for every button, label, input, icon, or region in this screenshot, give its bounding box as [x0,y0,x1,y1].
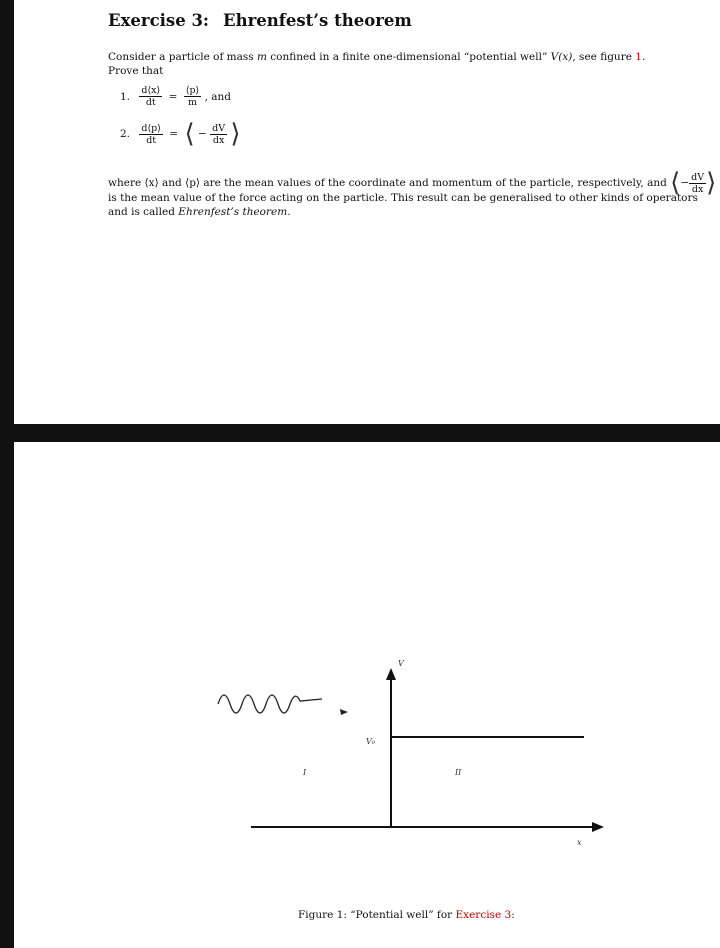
v-axis-label: V [398,659,404,668]
intro-period: . [641,51,646,63]
minus-sign: − [680,177,690,189]
caption-exercise-link[interactable]: Exercise 3 [455,909,512,921]
intro-paragraph [108,50,645,64]
explanation-line-2: is the mean value of the force acting on the particle. This result can be generalised to other kinds of operators [108,192,698,204]
equals-sign: = [168,90,178,103]
expl-text-3: are the mean values of the coordinate and momentum of the particle, respectively, and [200,177,671,189]
equation-2 [120,121,241,147]
expl-period: . [287,206,291,218]
equation-1-lhs [139,85,162,108]
equation-1 [120,85,231,108]
force-den: dx [691,183,704,195]
equation-2-rhs [210,123,227,146]
force-num: dV [691,171,705,183]
eq1-lhs-num: d⟨x⟩ [141,85,161,96]
eq1-rhs-num: ⟨p⟩ [185,85,200,96]
potential-symbol: V(x) [550,51,573,63]
p-mean: ⟨p⟩ [185,177,201,189]
eq2-lhs-den: dt [146,134,157,146]
equation-1-rhs [184,85,202,108]
expl-text-4: and is called [108,206,179,218]
eq2-rhs-num: dV [212,122,226,134]
theorem-name: Ehrenfest’s theorem [178,206,288,218]
region-2-label: II [455,768,462,777]
intro-text-1: Consider a particle of mass [108,51,257,63]
page-2 [14,442,720,948]
x-mean: ⟨x⟩ [144,177,159,189]
x-axis-label: x [577,838,582,847]
left-angle-bracket: ⟨ [184,119,195,149]
caption-text: Figure 1: “Potential well” for [298,909,456,921]
intro-text-3: , see figure [572,51,636,63]
potential-well-figure [14,442,720,948]
expl-text-2: and [158,177,186,189]
figure-caption [298,909,515,921]
eq1-lhs-den: dt [145,97,156,108]
minus-sign: − [197,128,207,140]
explanation-line-3 [108,205,291,219]
intro-text-2: confined in a finite one-dimensional “potential well” [266,51,551,63]
exercise-title [108,11,412,30]
page-1 [14,0,720,424]
equation-2-lhs [139,123,163,146]
v-axis-arrowhead [386,668,396,680]
figure-ref-link[interactable]: 1 [635,51,642,63]
eq1-suffix: , and [204,90,231,103]
caption-colon: : [511,909,515,921]
eq2-rhs-den: dx [212,134,225,146]
exercise-name: Ehrenfest’s theorem [223,11,412,30]
left-angle-bracket: ⟨ [670,168,681,198]
eq2-lhs-num: d⟨p⟩ [141,122,161,134]
equation-1-label: 1. [120,90,131,103]
right-angle-bracket: ⟩ [706,168,717,198]
x-axis-arrowhead [592,822,604,832]
mass-symbol: m [257,51,267,63]
wave-arrowhead [340,709,348,715]
v0-label: V₀ [366,737,375,746]
expl-text-1: where [108,177,145,189]
eq1-rhs-den: m [187,97,197,108]
region-1-label: I [303,768,307,777]
prove-that: Prove that [108,65,164,77]
equation-2-label: 2. [120,128,131,140]
equals-sign: = [169,128,179,140]
exercise-number: Exercise 3: [108,11,210,30]
right-angle-bracket: ⟩ [230,119,241,149]
incoming-wave [218,695,322,713]
